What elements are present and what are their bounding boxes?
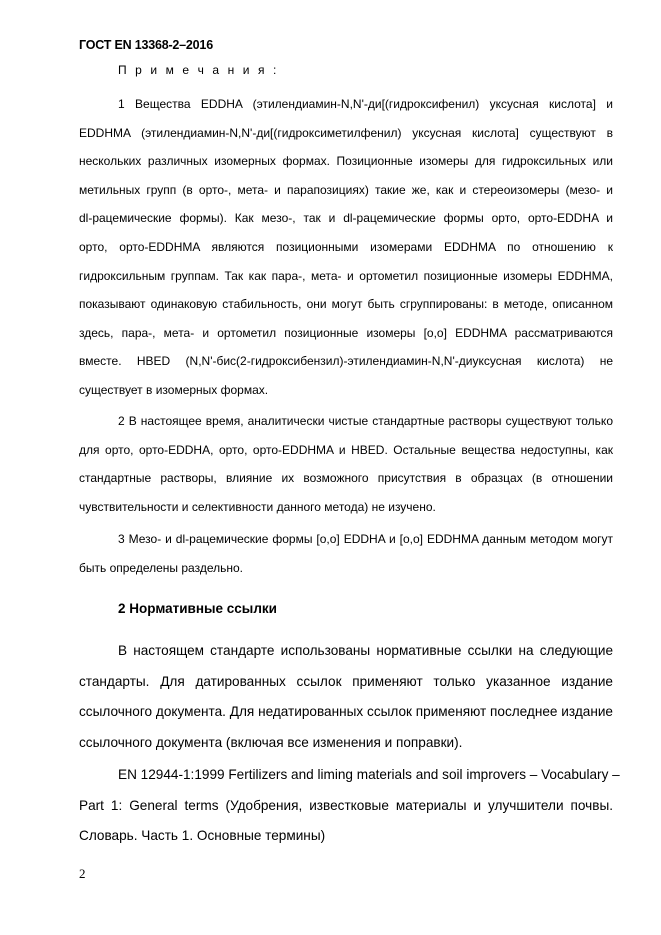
section-2-line: Part 1: General terms (Удобрения, известковые материалы и улучшители почвы.: [79, 797, 613, 813]
note-1-line: орто, орто-EDDHMA являются позиционными изомерами EDDHMA по отношению к: [79, 239, 613, 254]
note-2: [79, 407, 613, 521]
section-2-line: Словарь. Часть 1. Основные термины): [79, 828, 326, 843]
note-1: [79, 90, 613, 405]
note-3-line: быть определены раздельно.: [79, 560, 243, 575]
page-number: 2: [79, 866, 86, 881]
note-2-line: 2 В настоящее время, аналитически чистые стандартные растворы существуют только: [118, 414, 613, 428]
note-1-line: 1 Вещества EDDHA (этилендиамин-N,N'-ди[(гидроксифенил) уксусная кислота] и: [118, 97, 613, 111]
note-1-line: вместе. HBED (N,N'-бис(2-гидроксибензил)-этилендиамин-N,N'-диуксусная кислота) не: [79, 354, 613, 369]
note-1-line: dl-рацемические формы). Как мезо-, так и dl-рацемические формы орто, орто-EDDHA и: [79, 211, 613, 226]
note-1-line: EDDHMA (этилендиамин-N,N'-ди[(гидроксиметилфенил) уксусная кислота] существуют в: [79, 125, 613, 140]
notes-title: П р и м е ч а н и я :: [118, 63, 279, 77]
section-2-paragraph-2: [79, 760, 620, 852]
section-2-title: 2 Нормативные ссылки: [118, 601, 277, 616]
document-header: ГОСТ EN 13368-2–2016: [79, 38, 213, 52]
section-2-line: ссылочного документа. Для недатированных ссылок применяют последнее издание: [79, 704, 613, 719]
section-2-paragraph-1: [79, 636, 613, 758]
section-2-line: В настоящем стандарте использованы нормативные ссылки на следующие: [118, 643, 613, 658]
note-2-line: чувствительности и селективности данного метода) не изучено.: [79, 499, 436, 514]
note-1-line: показывают одинаковую стабильность, они могут быть сгруппированы: в методе, описанном: [79, 297, 613, 312]
section-2-line: ссылочного документа (включая все изменения и поправки).: [79, 734, 463, 750]
note-1-line: гидроксильным группам. Так как пара-, мета- и ортометил позиционные изомеры EDDHMA,: [79, 268, 613, 283]
note-1-line: метильных групп (в орто-, мета- и парапозициях) такие же, как и стереоизомеры (мезо- и: [79, 182, 613, 197]
note-1-line: здесь, пара-, мета- и ортометил позиционные изомеры [o,o] EDDHMA рассматриваются: [79, 325, 613, 340]
note-3: [79, 525, 613, 582]
section-2-line: стандарты. Для датированных ссылок применяют только указанное издание: [79, 673, 613, 689]
note-1-line: существует в изомерных формах.: [79, 382, 269, 397]
note-2-line: стандартные растворы, влияние их возможного присутствия в образцах (в отношении: [79, 471, 613, 486]
note-1-line: нескольких различных изомерных формах. Позиционные изомеры для гидроксильных или: [79, 154, 613, 169]
section-2-line: EN 12944-1:1999 Fertilizers and liming materials and soil improvers – Vocabulary –: [118, 767, 620, 782]
note-2-line: для орто, орто-EDDHA, орто, орто-EDDHMA и HBED. Остальные вещества недоступны, как: [79, 442, 613, 457]
note-3-line: 3 Мезо- и dl-рацемические формы [o,o] EDDHA и [o,o] EDDHMA данным методом могут: [118, 532, 613, 546]
